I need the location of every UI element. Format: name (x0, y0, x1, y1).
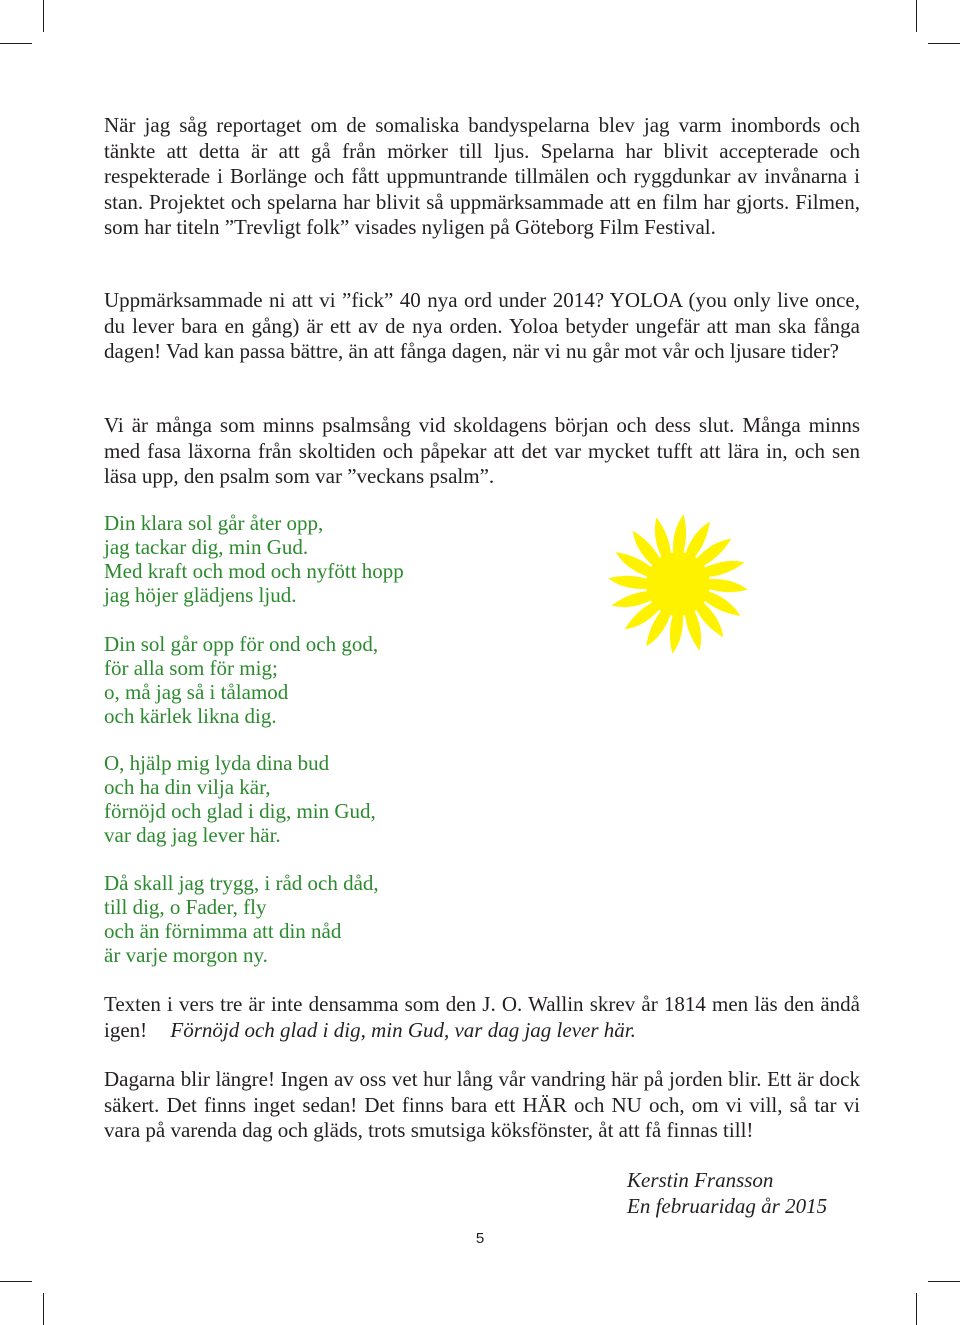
signature-date: En februaridag år 2015 (627, 1194, 828, 1218)
poem-line: och ha din vilja kär, (104, 775, 271, 799)
poem-line: jag höjer glädjens ljud. (104, 583, 297, 607)
paragraph-wallin (104, 992, 860, 1043)
crop-mark (43, 1293, 44, 1325)
sun-icon (603, 509, 753, 659)
crop-mark (928, 43, 960, 44)
poem-verse-4 (104, 871, 379, 967)
wallin-quote: Förnöjd och glad i dig, min Gud, var dag jag lever här. (170, 1017, 636, 1042)
paragraph-yoloa: Uppmärksammade ni att vi ”fick” 40 nya ord under 2014? YOLOA (you only live once, du lever bara en gång) är ett av de nya orden. Yoloa betyder ungefär att man ska fånga dagen! Vad kan passa bättre, än att fånga dagen, när vi nu går mot vår och ljusare tider? (104, 288, 860, 363)
poem-line: o, må jag så i tålamod (104, 680, 289, 704)
sun-ray (670, 614, 683, 654)
crop-mark (916, 0, 917, 32)
crop-mark (928, 1281, 960, 1282)
crop-mark (43, 0, 44, 32)
poem-verse-3 (104, 751, 376, 847)
sun-ray (685, 610, 701, 651)
signature-name: Kerstin Fransson (627, 1168, 774, 1192)
sun-ray (611, 591, 652, 607)
poem-line: Din klara sol går åter opp, (104, 511, 324, 535)
poem-line: Med kraft och mod och nyfött hopp (104, 559, 404, 583)
poem-verse-1 (104, 511, 404, 607)
crop-mark (0, 1281, 32, 1282)
poem-line: var dag jag lever här. (104, 823, 281, 847)
poem-line: är varje morgon ny. (104, 943, 268, 967)
poem-line: O, hjälp mig lyda dina bud (104, 751, 330, 775)
wallin-text: Texten i vers tre är inte densamma som den J. O. Wallin skrev år 1814 men läs den ändå igen! (104, 992, 860, 1042)
poem-line: till dig, o Fader, fly (104, 895, 267, 919)
page-number: 5 (475, 1230, 485, 1247)
sun-ray (655, 517, 671, 558)
sun-ray (704, 561, 745, 577)
crop-mark (916, 1293, 917, 1325)
crop-mark (0, 43, 32, 44)
paragraph-psalm: Vi är många som minns psalmsång vid skoldagens början och dess slut. Många minns med fasa läxorna från skoltiden och påpekar att det var mycket tufft att lära in, och sen läsa upp, den psalm som var ”veckans psalm”. (104, 413, 860, 488)
poem-line: förnöjd och glad i dig, min Gud, (104, 799, 376, 823)
poem-line: jag tackar dig, min Gud. (104, 535, 309, 559)
paragraph-closing: Dagarna blir längre! Ingen av oss vet hur lång vår vandring här på jorden blir. Ett är dock säkert. Det finns inget sedan! Det finns bara ett HÄR och NU och, om vi vill, så tar vi vara på varenda dag och gläds, trots smutsiga köksfönster, åt att få finnas till! (104, 1067, 860, 1142)
poem-line: för alla som för mig; (104, 656, 278, 680)
poem-verse-2 (104, 632, 378, 728)
poem-line: och kärlek likna dig. (104, 704, 277, 728)
sun-disc (646, 552, 710, 616)
poem-line: och än förnimma att din nåd (104, 919, 342, 943)
poem-line: Då skall jag trygg, i råd och dåd, (104, 871, 379, 895)
poem-line: Din sol går opp för ond och god, (104, 632, 379, 656)
sun-ray (708, 579, 748, 592)
paragraph-bandy: När jag såg reportaget om de somaliska bandyspelarna blev jag varm inombords och tänkte att detta är att gå från mörker till ljus. Spelarna har blivit accepterade och respekterade i Borlänge och fått uppmuntrande tillmälen och ryggdunkar av invånarna i stan. Projektet och spelarna har blivit så uppmärksammade att en film har gjorts. Filmen, som har titeln ”Trevligt folk” visades nyligen på Göteborg Film Festival. (104, 113, 860, 239)
sun-ray (673, 514, 686, 554)
sun-ray (608, 576, 648, 589)
